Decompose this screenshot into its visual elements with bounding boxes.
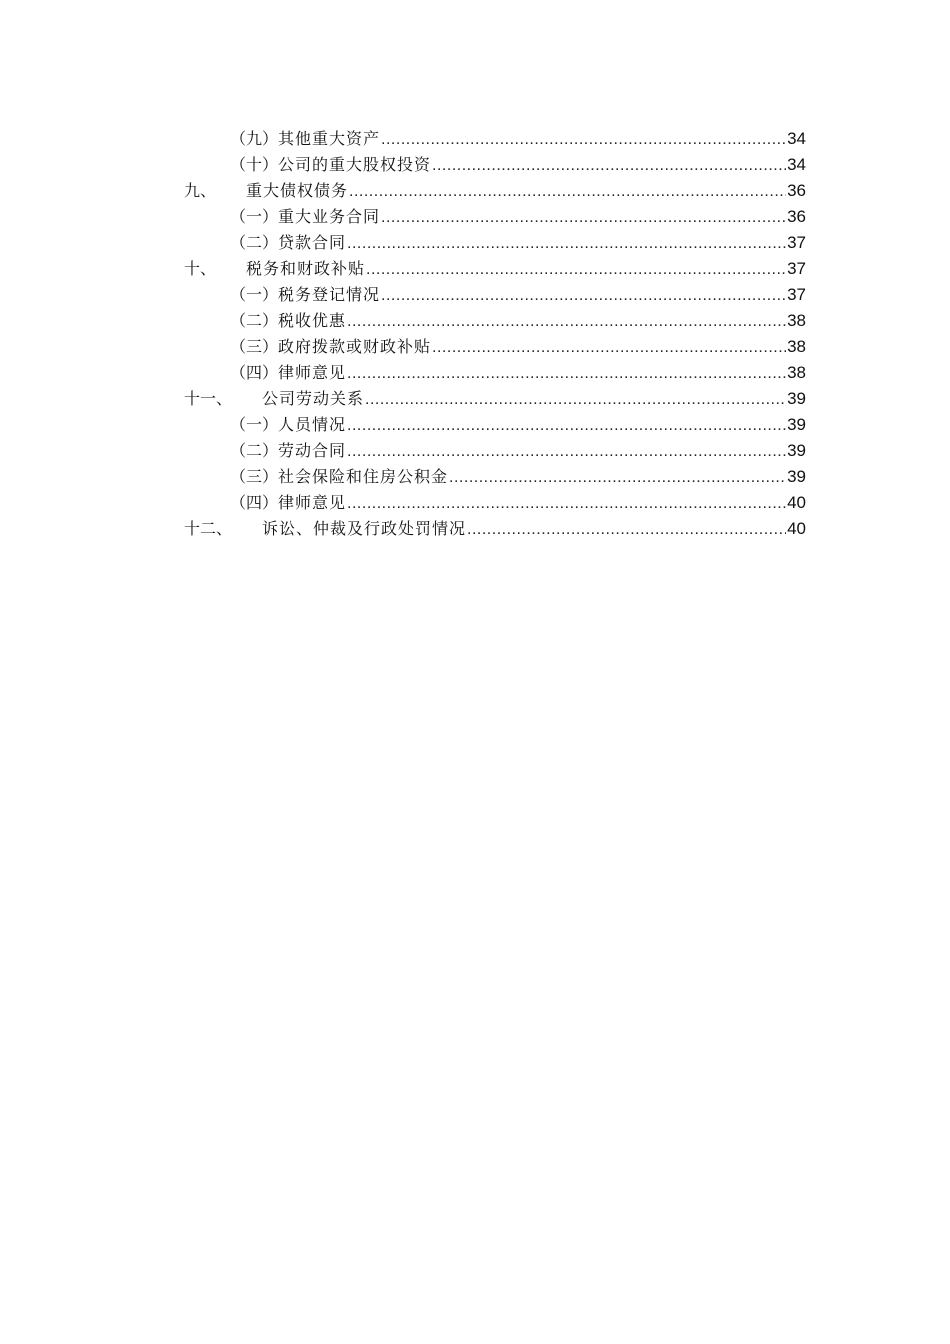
- toc-entry-number: （二）: [230, 311, 279, 330]
- dot-leader: [365, 387, 786, 413]
- toc-section-title: 税务和财政补贴: [246, 259, 366, 278]
- toc-section-page: 39: [787, 389, 806, 408]
- toc-entry-number: （三）: [230, 467, 279, 486]
- toc-entry-title: 政府拨款或财政补贴: [278, 337, 432, 356]
- dot-leader: [347, 491, 786, 517]
- toc-entry-number: （二）: [230, 233, 279, 252]
- toc-entry-page: 38: [787, 363, 806, 382]
- toc-entry-9-2[interactable]: [184, 230, 806, 256]
- toc-entry-11-1[interactable]: [184, 412, 806, 438]
- toc-section-page: 36: [787, 181, 806, 200]
- toc-entry-number: （九）: [230, 129, 279, 148]
- dot-leader: [381, 127, 786, 153]
- toc-entry-10-4[interactable]: [184, 360, 806, 386]
- toc-entry-title: 人员情况: [278, 415, 347, 434]
- toc-entry-title: 其他重大资产: [278, 129, 381, 148]
- toc-entry-9-10[interactable]: [184, 152, 806, 178]
- dot-leader: [347, 413, 786, 439]
- table-of-contents: [184, 126, 806, 542]
- toc-entry-11-3[interactable]: [184, 464, 806, 490]
- toc-section-11[interactable]: [184, 386, 806, 412]
- dot-leader: [381, 205, 786, 231]
- dot-leader: [347, 309, 786, 335]
- toc-section-number: 十二、: [184, 519, 233, 538]
- dot-leader: [347, 439, 786, 465]
- toc-section-9[interactable]: [184, 178, 806, 204]
- dot-leader: [381, 283, 786, 309]
- dot-leader: [432, 335, 786, 361]
- toc-entry-number: （四）: [230, 363, 279, 382]
- toc-section-number: 十、: [184, 259, 217, 278]
- toc-section-number: 十一、: [184, 389, 233, 408]
- toc-entry-10-1[interactable]: [184, 282, 806, 308]
- dot-leader: [467, 517, 786, 543]
- toc-entry-number: （一）: [230, 285, 279, 304]
- toc-entry-number: （三）: [230, 337, 279, 356]
- dot-leader: [347, 231, 786, 257]
- toc-section-title: 诉讼、仲裁及行政处罚情况: [262, 519, 467, 538]
- toc-section-title: 公司劳动关系: [262, 389, 365, 408]
- toc-section-page: 40: [787, 519, 806, 538]
- toc-entry-title: 公司的重大股权投资: [278, 155, 432, 174]
- toc-entry-title: 律师意见: [278, 493, 347, 512]
- toc-entry-page: 37: [787, 285, 806, 304]
- dot-leader: [349, 179, 786, 205]
- toc-entry-number: （一）: [230, 207, 279, 226]
- toc-section-title: 重大债权债务: [246, 181, 349, 200]
- toc-entry-page: 39: [787, 467, 806, 486]
- toc-section-page: 37: [787, 259, 806, 278]
- toc-entry-page: 34: [787, 155, 806, 174]
- dot-leader: [366, 257, 786, 283]
- toc-entry-number: （四）: [230, 493, 279, 512]
- dot-leader: [432, 153, 786, 179]
- toc-entry-page: 37: [787, 233, 806, 252]
- toc-entry-page: 39: [787, 415, 806, 434]
- toc-entry-title: 税收优惠: [278, 311, 347, 330]
- dot-leader: [347, 361, 786, 387]
- toc-entry-page: 34: [787, 129, 806, 148]
- toc-entry-title: 劳动合同: [278, 441, 347, 460]
- toc-entry-10-3[interactable]: [184, 334, 806, 360]
- toc-entry-11-2[interactable]: [184, 438, 806, 464]
- toc-entry-page: 40: [787, 493, 806, 512]
- toc-entry-page: 38: [787, 311, 806, 330]
- dot-leader: [449, 465, 786, 491]
- toc-section-number: 九、: [184, 181, 217, 200]
- toc-entry-page: 38: [787, 337, 806, 356]
- toc-entry-9-1[interactable]: [184, 204, 806, 230]
- toc-entry-page: 39: [787, 441, 806, 460]
- toc-entry-10-2[interactable]: [184, 308, 806, 334]
- toc-entry-11-4[interactable]: [184, 490, 806, 516]
- toc-entry-9-9[interactable]: [184, 126, 806, 152]
- toc-entry-title: 贷款合同: [278, 233, 347, 252]
- toc-entry-number: （一）: [230, 415, 279, 434]
- toc-section-10[interactable]: [184, 256, 806, 282]
- toc-entry-page: 36: [787, 207, 806, 226]
- toc-entry-title: 重大业务合同: [278, 207, 381, 226]
- toc-entry-title: 社会保险和住房公积金: [278, 467, 449, 486]
- toc-section-12[interactable]: [184, 516, 806, 542]
- toc-entry-number: （二）: [230, 441, 279, 460]
- toc-entry-title: 税务登记情况: [278, 285, 381, 304]
- toc-entry-number: （十）: [230, 155, 279, 174]
- toc-entry-title: 律师意见: [278, 363, 347, 382]
